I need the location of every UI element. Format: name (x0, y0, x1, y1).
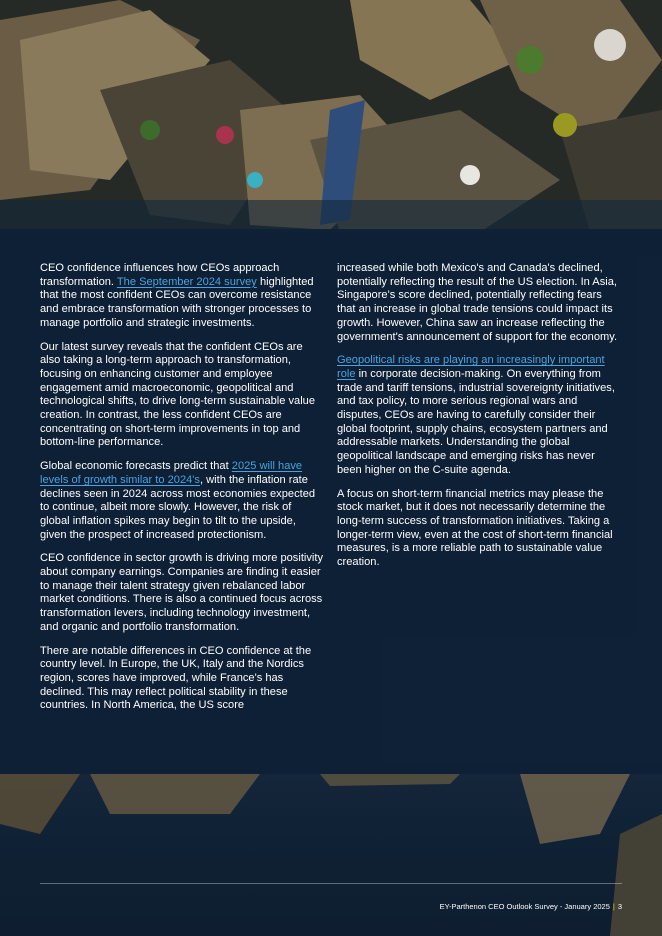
growth-forecast-link[interactable]: 2025 will have levels of growth similar to 2024's (40, 460, 303, 486)
footer-divider (40, 883, 622, 884)
paragraph-ceo-confidence-intro: CEO confidence influences how CEOs approach transformation. The September 2024 survey highlighted that the most confident CEOs can overcome resistance and embrace transformation with stronger processes to manage portfolio and strategic investments. (40, 262, 314, 329)
september-2024-survey-link[interactable]: The September 2024 survey (116, 275, 257, 288)
page-footer (40, 902, 622, 912)
footer-separator: | (612, 902, 615, 911)
paragraph-latest-survey: Our latest survey reveals that the confident CEOs are also taking a long-term approach to transformation, focusing on enhancing customer and employee engagement amid macroeconomic, geopolitical and technological shifts, to drive long-term sustainable value creation. In contrast, the less confident CEOs are concentrating on short-term improvements in top and bottom-line performance. (40, 340, 316, 449)
geopolitical-risks-link[interactable]: Geopolitical risks are playing an increasingly important role (337, 354, 605, 380)
header-photo-boats (0, 0, 662, 232)
page-number: 3 (617, 902, 622, 911)
paragraph-north-america-asia: increased while both Mexico's and Canada's declined, potentially reflecting the result of the US election. In Asia, Singapore's score declined, potentially reflecting fears that an increase in global trade tensions could impact its growth. However, China saw an increase reflecting the government's announcement of support for the economy. (337, 262, 618, 343)
right-column (337, 262, 621, 580)
paragraph-short-term-metrics: A focus on short-term financial metrics may please the stock market, but it does not necessarily determine the long-term success of transformation initiatives. Taking a longer-term view, even at the cost of short-term financial measures, is a more reliable path to sustainable value creation. (337, 487, 613, 569)
paragraph-geopolitical-risks: Geopolitical risks are playing an increasingly important role in corporate decision-making. On everything from trade and tariff tensions, industrial sovereignty initiatives, and tax policy, to more serious regional wars and disputes, CEOs are having to carefully consider their global footprint, supply chains, ecosystem partners and addressable markets. Understanding the global geopolitical landscape and emerging risks has never been higher on the C-suite agenda. (337, 354, 615, 476)
paragraph-global-forecasts: Global economic forecasts predict that 2025 will have levels of growth similar to 2024's, with the inflation rate declines seen in 2024 across most economies expected to continue, albeit more slowly. However, the risk of global inflation spikes may begin to tilt to the upside, given the prospect of increased protectionism. (40, 460, 316, 541)
paragraph-country-differences: There are notable differences in CEO confidence at the country level. In Europe, the UK, Italy and the Nordics region, scores have improved, while France's has declined. This may reflect political stability in these countries. In North America, the US score (40, 644, 312, 712)
publication-title: EY-Parthenon CEO Outlook Survey - January 2025 (439, 902, 610, 911)
left-column (40, 262, 324, 723)
boats-illustration (0, 0, 662, 232)
paragraph-sector-growth: CEO confidence in sector growth is driving more positivity about company earnings. Companies are finding it easier to manage their talent strategy given rebalanced labor market conditions. There is also a continued focus across transformation levers, including technology investment, and organic and portfolio transformation. (40, 552, 324, 633)
